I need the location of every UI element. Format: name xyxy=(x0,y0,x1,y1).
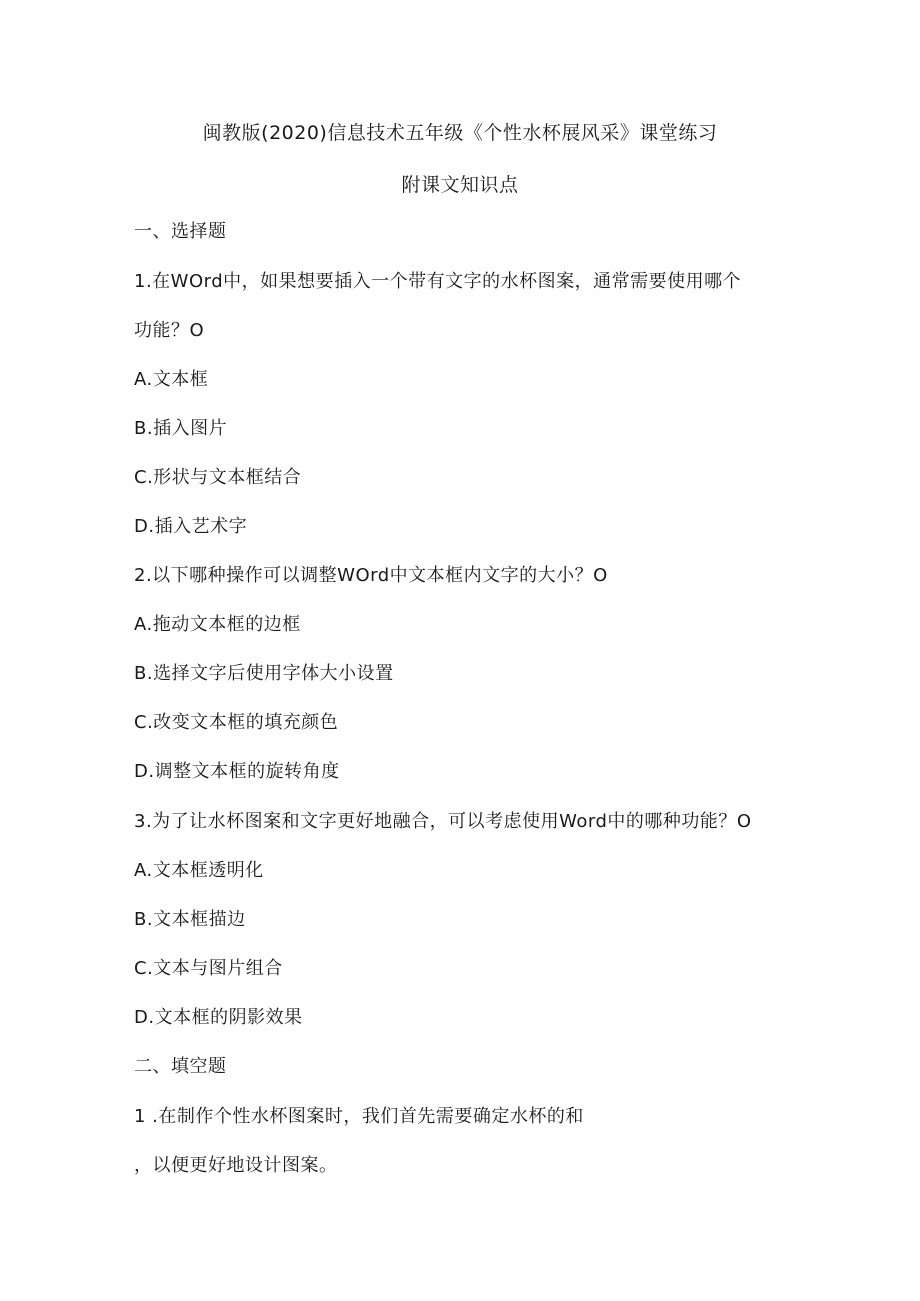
question-3-stem: 3.为了让水杯图案和文字更好地融合，可以考虑使用Word中的哪种功能？O xyxy=(134,811,752,832)
question-3-option-a: A.文本框透明化 xyxy=(134,860,264,881)
question-2-option-b: B.选择文字后使用字体大小设置 xyxy=(134,663,394,684)
document-title: 闽教版(2020)信息技术五年级《个性水杯展风采》课堂练习 xyxy=(202,122,718,144)
question-1-option-b: B.插入图片 xyxy=(134,418,228,439)
question-2-option-d: D.调整文本框的旋转角度 xyxy=(134,761,340,782)
question-2-option-c: C.改变文本框的填充颜色 xyxy=(134,712,339,733)
question-2-option-a: A.拖动文本框的边框 xyxy=(134,614,301,635)
section-heading-fill: 二、填空题 xyxy=(134,1056,227,1077)
question-1-stem-line1: 1.在WOrd中，如果想要插入一个带有文字的水杯图案，通常需要使用哪个 xyxy=(134,271,742,292)
fill-item-1-line1: 1 .在制作个性水杯图案时，我们首先需要确定水杯的和 xyxy=(134,1106,584,1127)
question-1-option-c: C.形状与文本框结合 xyxy=(134,467,302,488)
question-1-stem-line2: 功能？O xyxy=(134,320,205,341)
fill-item-1-line2: ，以便更好地设计图案。 xyxy=(134,1155,338,1176)
question-2-stem: 2.以下哪种操作可以调整WOrd中文本框内文字的大小？O xyxy=(134,565,608,586)
question-1-option-d: D.插入艺术字 xyxy=(134,516,248,537)
question-1-option-a: A.文本框 xyxy=(134,369,209,390)
question-3-option-b: B.文本框描边 xyxy=(134,909,246,930)
question-3-option-d: D.文本框的阴影效果 xyxy=(134,1007,303,1028)
question-3-option-c: C.文本与图片组合 xyxy=(134,958,283,979)
section-heading-choice: 一、选择题 xyxy=(134,221,227,242)
document-subtitle: 附课文知识点 xyxy=(401,174,519,196)
